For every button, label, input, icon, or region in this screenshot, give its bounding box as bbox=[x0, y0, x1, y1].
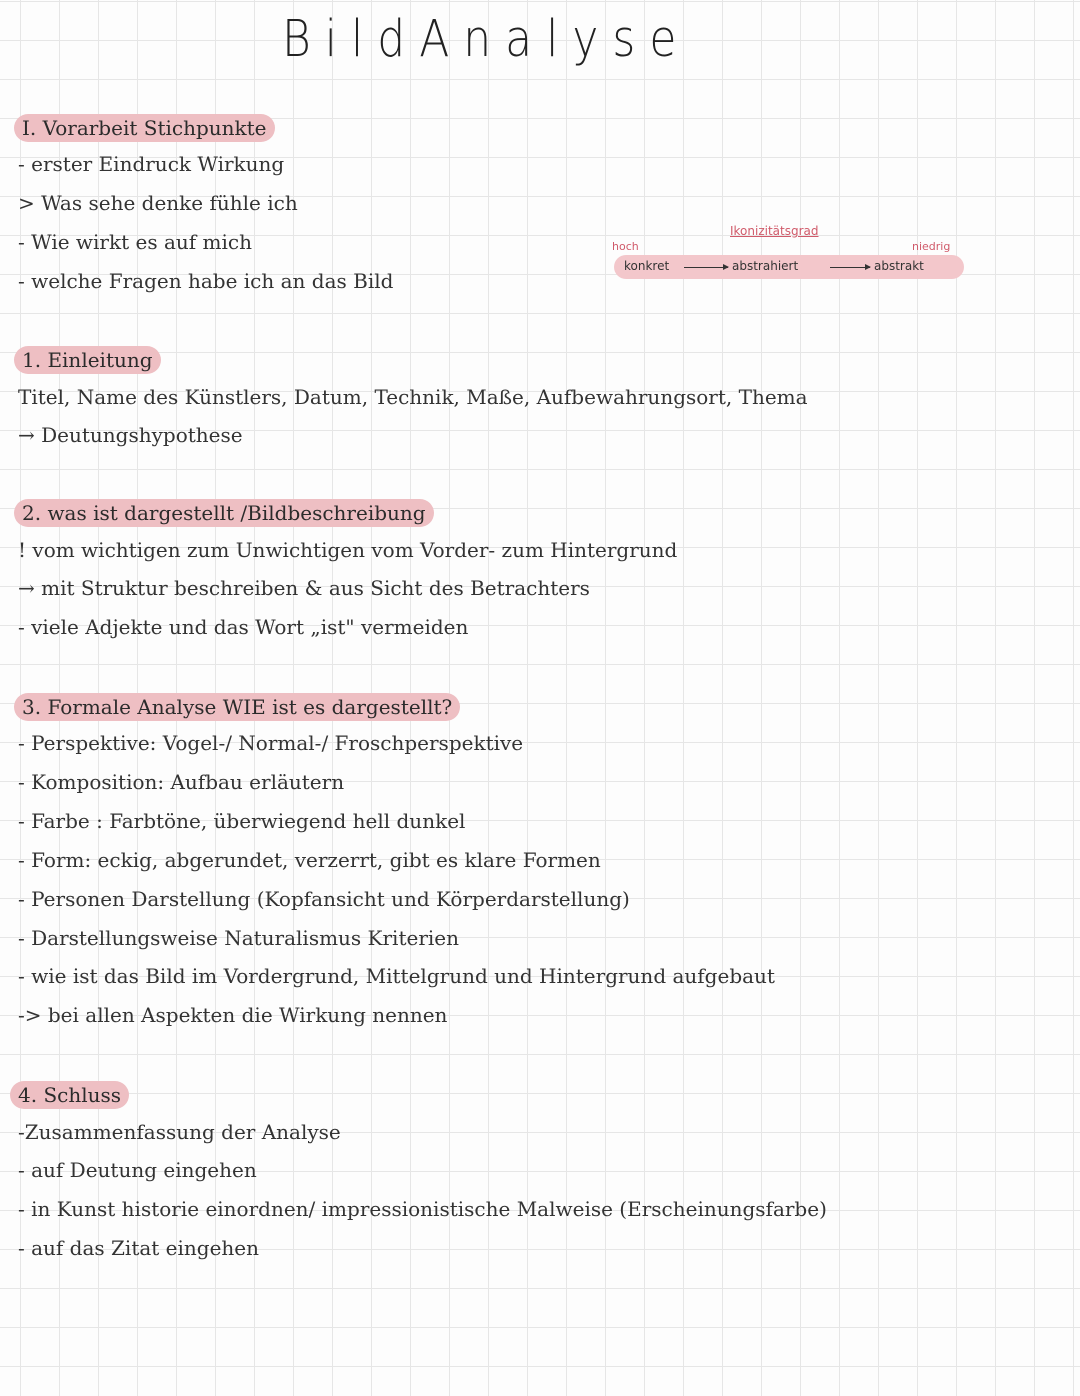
scale-title: Ikonizitätsgrad bbox=[730, 224, 819, 238]
formal-line-6: - Darstellungsweise Naturalismus Kriterien bbox=[18, 926, 459, 950]
scale-low-label: niedrig bbox=[912, 240, 951, 253]
formal-line-4: - Form: eckig, abgerundet, verzerrt, gibt es klare Formen bbox=[18, 848, 601, 872]
scale-step-abstracted: abstrahiert bbox=[732, 259, 799, 273]
beschreibung-line-2: → mit Struktur beschreiben & aus Sicht des Betrachters bbox=[18, 576, 590, 600]
scale-step-abstract: abstrakt bbox=[874, 259, 924, 273]
vorarbeit-line-2: > Was sehe denke fühle ich bbox=[18, 191, 298, 215]
heading-schluss: 4. Schluss bbox=[10, 1081, 129, 1109]
heading-vorarbeit: I. Vorarbeit Stichpunkte bbox=[14, 114, 275, 142]
heading-einleitung: 1. Einleitung bbox=[14, 346, 161, 374]
iconicity-scale bbox=[610, 222, 970, 284]
formal-line-7: - wie ist das Bild im Vordergrund, Mittelgrund und Hintergrund aufgebaut bbox=[18, 964, 775, 988]
heading-formal: 3. Formale Analyse WIE ist es dargestellt? bbox=[14, 693, 460, 721]
schluss-line-3: - in Kunst historie einordnen/ impressionistische Malweise (Erscheinungsfarbe) bbox=[18, 1197, 827, 1221]
scale-arrow-1 bbox=[684, 267, 728, 268]
formal-line-5: - Personen Darstellung (Kopfansicht und Körperdarstellung) bbox=[18, 887, 630, 911]
formal-line-1: - Perspektive: Vogel-/ Normal-/ Froschperspektive bbox=[18, 731, 524, 755]
einleitung-line-2: → Deutungshypothese bbox=[18, 423, 243, 447]
formal-line-8: -> bei allen Aspekten die Wirkung nennen bbox=[18, 1003, 448, 1027]
schluss-line-2: - auf Deutung eingehen bbox=[18, 1158, 257, 1182]
vorarbeit-line-3: - Wie wirkt es auf mich bbox=[18, 230, 252, 254]
beschreibung-line-1: ! vom wichtigen zum Unwichtigen vom Vorder- zum Hintergrund bbox=[18, 538, 678, 562]
heading-beschreibung: 2. was ist dargestellt /Bildbeschreibung bbox=[14, 499, 434, 527]
vorarbeit-line-1: - erster Eindruck Wirkung bbox=[18, 152, 285, 176]
beschreibung-line-3: - viele Adjekte und das Wort „ist" vermeiden bbox=[18, 615, 469, 639]
einleitung-line-1: Titel, Name des Künstlers, Datum, Technik, Maße, Aufbewahrungsort, Thema bbox=[18, 385, 808, 409]
formal-line-2: - Komposition: Aufbau erläutern bbox=[18, 770, 345, 794]
schluss-line-1: -Zusammenfassung der Analyse bbox=[18, 1120, 341, 1144]
page-title: BildAnalyse bbox=[282, 10, 691, 69]
vorarbeit-line-4: - welche Fragen habe ich an das Bild bbox=[18, 269, 394, 293]
scale-arrow-2 bbox=[830, 267, 870, 268]
scale-step-concrete: konkret bbox=[624, 259, 670, 273]
schluss-line-4: - auf das Zitat eingehen bbox=[18, 1236, 260, 1260]
scale-high-label: hoch bbox=[612, 240, 639, 253]
formal-line-3: - Farbe : Farbtöne, überwiegend hell dunkel bbox=[18, 809, 466, 833]
